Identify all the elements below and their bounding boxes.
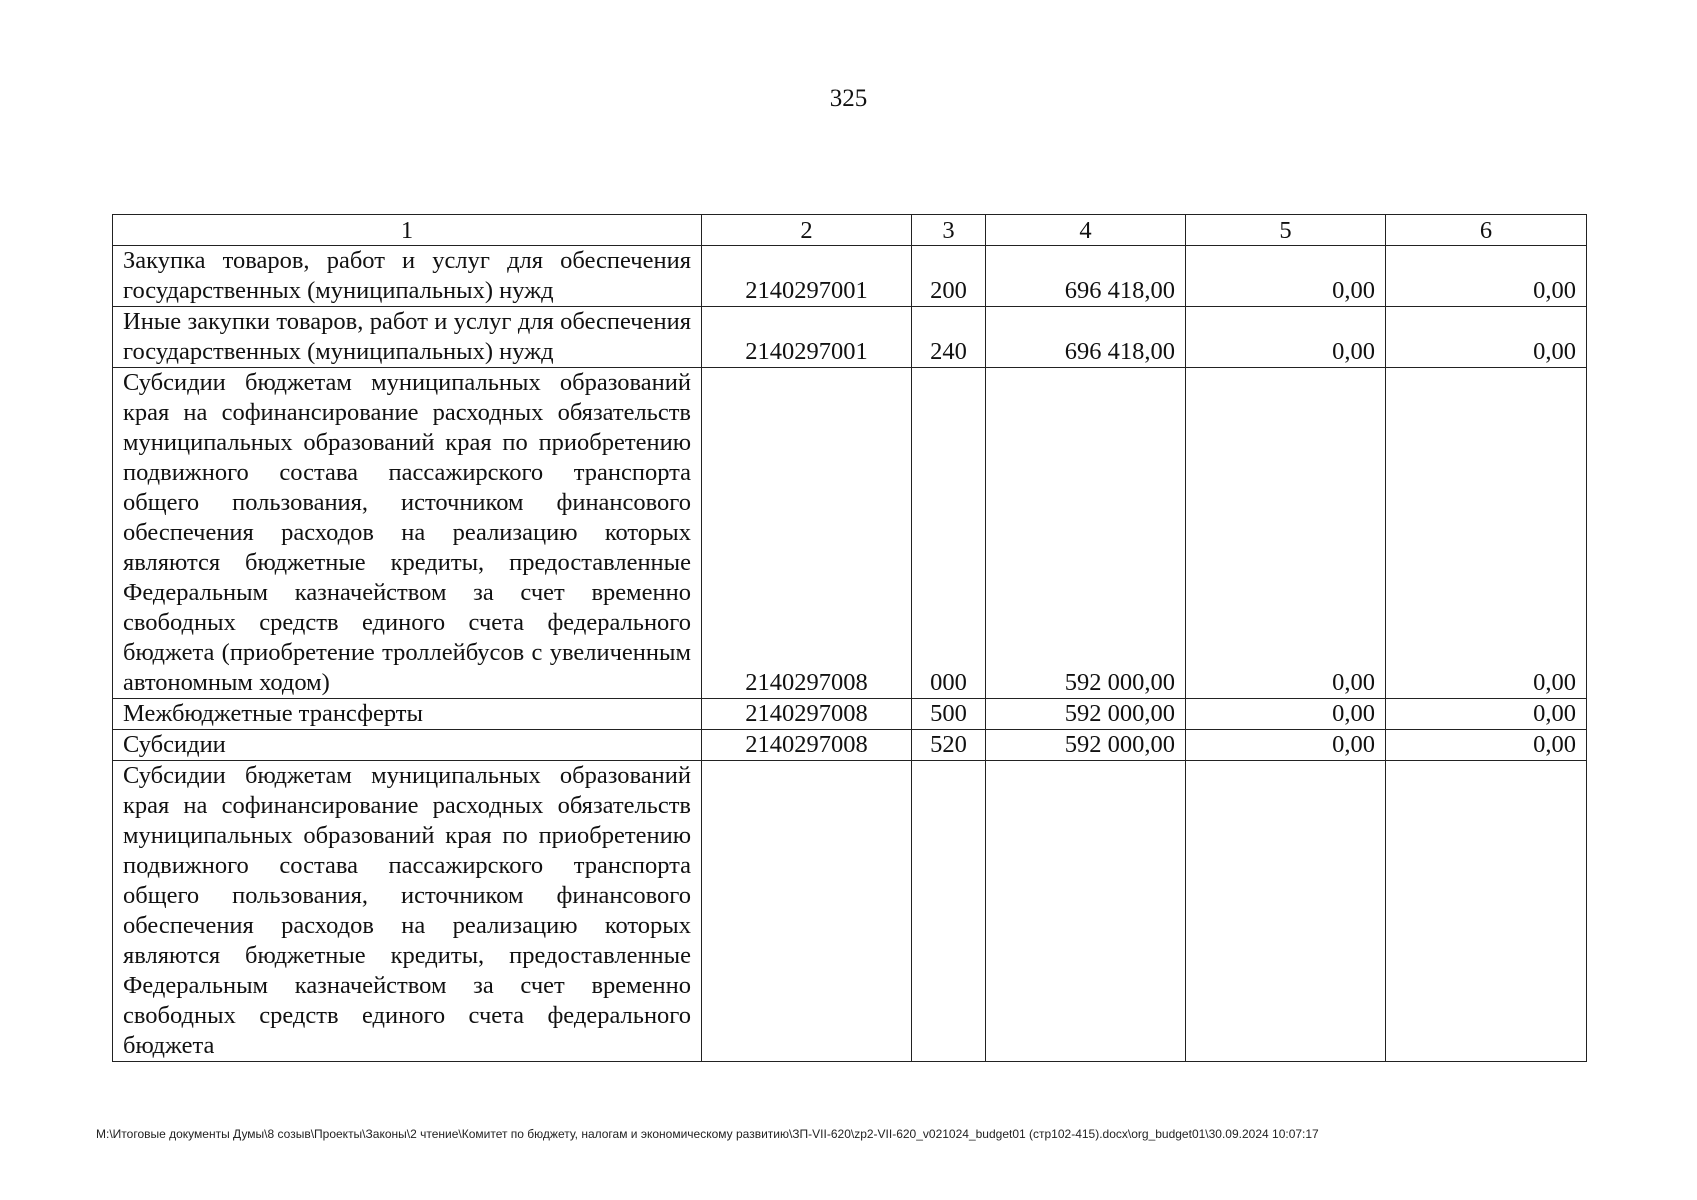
row-code: 2140297008: [702, 368, 912, 699]
row-code: [702, 761, 912, 1062]
table-row: [113, 730, 1587, 761]
row-value-2: 0,00: [1186, 307, 1386, 368]
row-value-3: 0,00: [1386, 246, 1587, 307]
row-value-2: 0,00: [1186, 699, 1386, 730]
row-value-1: [986, 761, 1186, 1062]
row-code: 2140297001: [702, 246, 912, 307]
row-value-1: 592 000,00: [986, 730, 1186, 761]
row-expense-type: 500: [912, 699, 986, 730]
row-value-2: [1186, 761, 1386, 1062]
row-value-3: 0,00: [1386, 699, 1587, 730]
row-value-3: [1386, 761, 1587, 1062]
page-number: 325: [829, 85, 868, 112]
row-expense-type: 000: [912, 368, 986, 699]
document-path-footer: M:\Итоговые документы Думы\8 созыв\Проекты\Законы\2 чтение\Комитет по бюджету, налогам и экономическому развитию\ЗП-VII-620\zp2-VII-620_v021024_budget01 (стр102-415).docx\org_budget01\30.09.2024 10:07:17: [96, 1127, 1319, 1141]
row-value-1: 592 000,00: [986, 699, 1186, 730]
column-header-2: 2: [702, 215, 912, 246]
table-row: [113, 699, 1587, 730]
row-value-3: 0,00: [1386, 368, 1587, 699]
row-name: Иные закупки товаров, работ и услуг для обеспечения государственных (муниципальных) нужд: [113, 307, 702, 368]
column-header-1: 1: [113, 215, 702, 246]
row-name: Субсидии: [113, 730, 702, 761]
row-expense-type: [912, 761, 986, 1062]
row-value-1: 696 418,00: [986, 307, 1186, 368]
row-value-2: 0,00: [1186, 246, 1386, 307]
row-expense-type: 200: [912, 246, 986, 307]
column-header-6: 6: [1386, 215, 1587, 246]
row-name: Субсидии бюджетам муниципальных образований края на софинансирование расходных обязательств муниципальных образований края по приобретению подвижного состава пассажирского транспорта общего пользования, источником финансового обеспечения расходов на реализацию которых являются бюджетные кредиты, предоставленные Федеральным казначейством за счет временно свободных средств единого счета федерального бюджета (приобретение троллейбусов с увеличенным автономным ходом): [113, 368, 702, 699]
row-name: Межбюджетные трансферты: [113, 699, 702, 730]
row-value-2: 0,00: [1186, 730, 1386, 761]
row-code: 2140297008: [702, 730, 912, 761]
column-header-5: 5: [1186, 215, 1386, 246]
row-value-2: 0,00: [1186, 368, 1386, 699]
row-code: 2140297001: [702, 307, 912, 368]
row-name: Субсидии бюджетам муниципальных образований края на софинансирование расходных обязательств муниципальных образований края по приобретению подвижного состава пассажирского транспорта общего пользования, источником финансового обеспечения расходов на реализацию которых являются бюджетные кредиты, предоставленные Федеральным казначейством за счет временно свободных средств единого счета федерального бюджета: [113, 761, 702, 1062]
table-row: [113, 246, 1587, 307]
row-value-3: 0,00: [1386, 730, 1587, 761]
row-expense-type: 240: [912, 307, 986, 368]
column-header-3: 3: [912, 215, 986, 246]
row-value-1: 592 000,00: [986, 368, 1186, 699]
budget-table: [112, 214, 1587, 1062]
row-expense-type: 520: [912, 730, 986, 761]
table-row: [113, 368, 1587, 699]
row-name: Закупка товаров, работ и услуг для обеспечения государственных (муниципальных) нужд: [113, 246, 702, 307]
row-code: 2140297008: [702, 699, 912, 730]
row-value-1: 696 418,00: [986, 246, 1186, 307]
column-header-4: 4: [986, 215, 1186, 246]
table-header-row: [113, 215, 1587, 246]
table-row: [113, 307, 1587, 368]
row-value-3: 0,00: [1386, 307, 1587, 368]
table-row: [113, 761, 1587, 1062]
